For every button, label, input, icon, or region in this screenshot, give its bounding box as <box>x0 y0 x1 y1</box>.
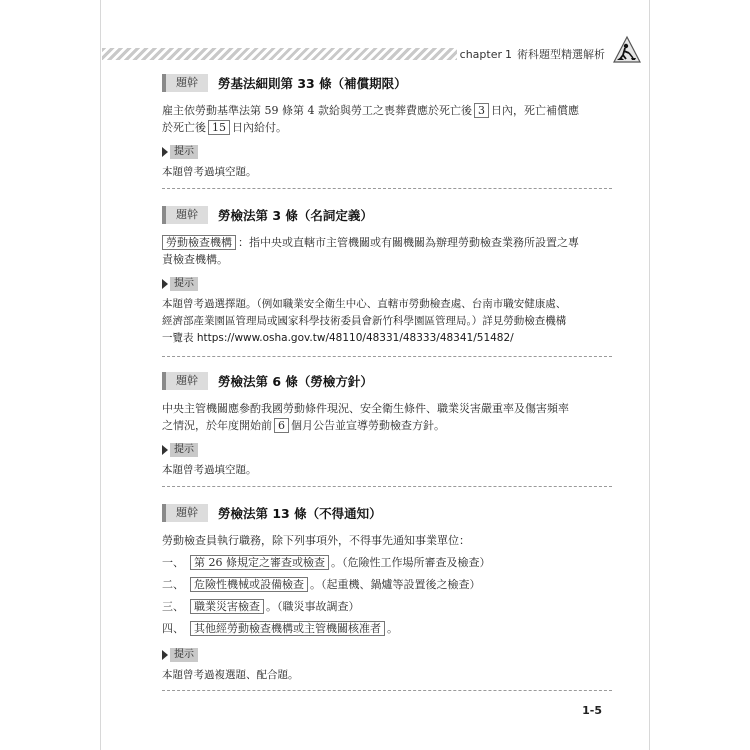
section-title: 勞基法細則第 33 條（補償期限） <box>218 76 407 91</box>
item-list <box>162 551 612 639</box>
page-number: 1-5 <box>582 704 602 717</box>
section-tag: 題幹 <box>162 372 208 390</box>
answer-box: 3 <box>474 103 489 118</box>
answer-box: 6 <box>274 418 289 433</box>
term-box: 勞動檢查機構 <box>162 235 236 250</box>
triangle-icon <box>162 650 168 660</box>
list-item: 四、 其他經勞動檢查機構或主管機關核准者 。 <box>162 621 398 635</box>
hint-note: 本題曾考過填空題。 <box>162 464 257 476</box>
answer-box: 其他經勞動檢查機構或主管機關核准者 <box>190 621 385 636</box>
answer-box: 危險性機械或設備檢查 <box>190 577 308 592</box>
answer-box: 15 <box>208 120 230 135</box>
divider <box>162 486 612 487</box>
section-tag: 題幹 <box>162 206 208 224</box>
answer-box: 職業災害檢查 <box>190 599 264 614</box>
triangle-icon <box>162 147 168 157</box>
list-item: 一、 第 26 條規定之審查或檢查 。（危險性工作場所審查及檢查） <box>162 555 491 569</box>
section-labor-standards-33 <box>162 72 612 181</box>
hint-note: 本題曾考過填空題。 <box>162 166 257 178</box>
hint-label: 提示 <box>162 442 612 458</box>
divider <box>162 356 612 357</box>
section-title: 勞檢法第 13 條（不得通知） <box>218 506 382 521</box>
section-body: 勞動檢查員執行職務，除下列事項外，不得事先通知事業單位： <box>162 534 470 547</box>
section-title: 勞檢法第 3 條（名詞定義） <box>218 208 373 223</box>
section-body: 雇主依勞動基準法第 59 條第 4 款給與勞工之喪葬費應於死亡後 3 日內，死亡補償應 於死亡後 15 日內給付。 <box>162 104 579 134</box>
list-item: 三、 職業災害檢查 。（職災事故調查） <box>162 599 360 613</box>
section-body: 勞動檢查機構 ：指中央或直轄市主管機關或有關機關為辦理勞動檢查業務所設置之專 責檢查機構。 <box>162 236 579 266</box>
chapter-label: chapter 1 術科題型精選解析 <box>459 48 605 61</box>
section-title: 勞檢法第 6 條（勞檢方針） <box>218 374 373 389</box>
section-tag: 題幹 <box>162 74 208 92</box>
list-item: 二、 危險性機械或設備檢查 。（起重機、鍋爐等設置後之檢查） <box>162 577 481 591</box>
divider <box>162 188 612 189</box>
triangle-icon <box>162 279 168 289</box>
section-labor-inspection-13 <box>162 502 612 684</box>
hint-label: 提示 <box>162 276 612 292</box>
triangle-icon <box>162 445 168 455</box>
divider <box>162 690 612 691</box>
header-stripe <box>102 48 457 60</box>
running-header <box>100 44 650 66</box>
hint-label: 提示 <box>162 647 612 663</box>
worker-digging-icon <box>612 34 642 64</box>
hint-label: 提示 <box>162 144 612 160</box>
section-labor-inspection-6 <box>162 370 612 479</box>
section-body: 中央主管機關應參酌我國勞動條件現況、安全衛生條件、職業災害嚴重率及傷害頻率 之情況，於年度開始前 6 個月公告並宣導勞動檢查方針。 <box>162 402 569 432</box>
answer-box: 第 26 條規定之審查或檢查 <box>190 555 329 570</box>
hint-note: 本題曾考過複選題、配合題。 <box>162 669 299 681</box>
section-tag: 題幹 <box>162 504 208 522</box>
hint-note: 本題曾考過選擇題。（例如職業安全衛生中心、直轄市勞動檢查處、台南市職安健康處、 經濟部產業園區管理局或國家科學技術委員會新竹科學園區管理局。）詳見勞動檢查機構 一覽表 https://www.osha.gov.tw/48110/48331/48333/48341/51482/ <box>162 298 567 344</box>
section-labor-inspection-3 <box>162 204 612 347</box>
